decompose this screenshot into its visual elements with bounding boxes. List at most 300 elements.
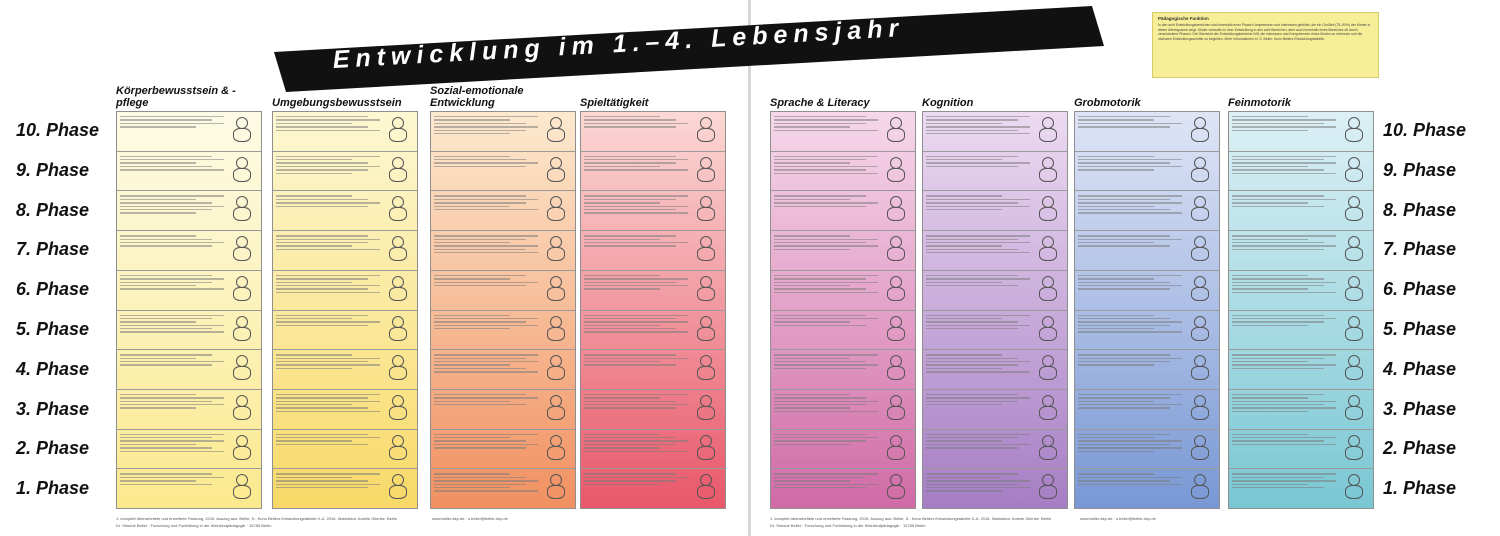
- milestone-line: [120, 358, 196, 359]
- milestone-line: [774, 173, 878, 174]
- milestone-line: [276, 321, 380, 322]
- child-illustration: [542, 313, 572, 348]
- phase-cell: [771, 112, 915, 151]
- phase-label-l-6: 6. Phase: [16, 279, 90, 300]
- child-illustration: [1340, 193, 1370, 228]
- phase-cell: [581, 270, 725, 310]
- milestone-line: [1078, 162, 1170, 163]
- child-illustration: [1034, 273, 1064, 308]
- milestone-line: [276, 288, 368, 289]
- milestone-line: [926, 156, 1018, 157]
- milestone-line: [276, 285, 380, 286]
- milestone-line: [1078, 116, 1170, 117]
- footer-left-credits: 1. komplett überarbeitete und erweiterte Fassung, 2015. Auszug aus: Beller, S.: Kuno Bellers Entwicklungstabelle 0–6, 2016. Illustration: Amelie Glienke, Berlin: [116, 516, 398, 521]
- phase-cell: [1075, 349, 1219, 389]
- phase-cell: [771, 349, 915, 389]
- milestone-line: [926, 116, 1030, 117]
- milestone-line: [926, 354, 1002, 355]
- column-heading: Spieltätigkeit: [580, 97, 649, 109]
- phase-cell: [771, 151, 915, 191]
- milestone-line: [1232, 285, 1324, 286]
- milestone-line: [1232, 162, 1336, 163]
- milestone-text-block: [584, 471, 692, 506]
- child-illustration: [542, 392, 572, 427]
- milestone-line: [434, 202, 526, 203]
- milestone-line: [1078, 440, 1182, 441]
- milestone-line: [584, 162, 676, 163]
- column-heading: Umgebungsbewusstsein: [272, 97, 402, 109]
- milestone-line: [1232, 206, 1324, 207]
- milestone-line: [1232, 315, 1324, 316]
- phase-cell: [431, 468, 575, 508]
- milestone-line: [1078, 318, 1170, 319]
- milestone-line: [434, 487, 510, 488]
- milestone-line: [774, 278, 866, 279]
- milestone-line: [774, 361, 866, 362]
- milestone-line: [120, 126, 196, 127]
- child-illustration: [1186, 313, 1216, 348]
- milestone-text-block: [276, 313, 384, 348]
- milestone-line: [120, 245, 212, 246]
- milestone-line: [434, 159, 526, 160]
- milestone-line: [584, 278, 688, 279]
- milestone-line: [120, 331, 224, 332]
- milestone-line: [926, 159, 1002, 160]
- milestone-line: [774, 487, 866, 488]
- info-box-heading: Pädagogische Funktion: [1158, 16, 1209, 21]
- milestone-line: [276, 159, 352, 160]
- child-illustration: [692, 471, 722, 506]
- milestone-line: [276, 116, 368, 117]
- phase-label-r-8: 8. Phase: [1383, 199, 1457, 220]
- phase-cell: [1229, 230, 1373, 270]
- milestone-line: [434, 401, 510, 402]
- milestone-line: [584, 473, 676, 474]
- milestone-line: [584, 212, 688, 213]
- milestone-line: [120, 361, 224, 362]
- milestone-line: [434, 404, 526, 405]
- milestone-text-block: [926, 471, 1034, 506]
- child-illustration: [384, 233, 414, 268]
- milestone-text-block: [774, 193, 882, 228]
- milestone-line: [120, 206, 224, 207]
- milestone-text-block: [120, 432, 228, 467]
- milestone-line: [926, 130, 1018, 131]
- phase-label-r-5: 5. Phase: [1383, 318, 1457, 339]
- child-illustration: [228, 114, 258, 149]
- child-illustration: [692, 352, 722, 387]
- milestone-text-block: [584, 154, 692, 189]
- milestone-line: [120, 278, 224, 279]
- milestone-line: [584, 275, 660, 276]
- phase-cell: [273, 190, 417, 230]
- milestone-text-block: [1078, 432, 1186, 467]
- phase-label-r-3: 3. Phase: [1383, 398, 1457, 419]
- milestone-text-block: [774, 154, 882, 189]
- milestone-line: [774, 239, 878, 240]
- milestone-line: [1232, 202, 1308, 203]
- milestone-line: [276, 292, 380, 293]
- milestone-line: [276, 480, 368, 481]
- milestone-text-block: [774, 114, 882, 149]
- milestone-text-block: [584, 313, 692, 348]
- phase-cell: [923, 112, 1067, 151]
- milestone-line: [774, 325, 866, 326]
- phase-cell: [771, 310, 915, 350]
- info-box-text: In den acht Entwicklungsbereichen sind innerhalb einer Phase Kompetenzen und Interessen gebildet, die ein Großteil (75–90%) der Kinder in dieser Altersspanne zeigt. Kinder verlaufen in ihrer Entwicklung in den acht Bereichen, aber auch innerhalb eines Bereiches oft durch verschiedene Phasen. Die Übersicht der Entwicklungsbereiche hilft, die Interessen und Kompetenzen eines Kindes zu erkennen und die nächsten Entwicklungsschritte zu begleiten. Mehr Informationen in: S. Beller: Kuno Bellers Entwicklungstabelle.: [1158, 23, 1371, 41]
- milestone-line: [774, 282, 878, 283]
- child-illustration: [542, 233, 572, 268]
- milestone-line: [434, 199, 538, 200]
- phase-cell: [273, 429, 417, 469]
- milestone-line: [926, 490, 1002, 491]
- milestone-line: [926, 447, 1018, 448]
- phase-cell: [1075, 230, 1219, 270]
- phase-cell: [1229, 151, 1373, 191]
- milestone-text-block: [926, 193, 1034, 228]
- milestone-line: [1232, 325, 1308, 326]
- phase-cell: [1229, 468, 1373, 508]
- child-illustration: [542, 432, 572, 467]
- milestone-text-block: [276, 471, 384, 506]
- phase-cell: [431, 429, 575, 469]
- milestone-line: [926, 239, 1018, 240]
- milestone-line: [926, 209, 1002, 210]
- child-illustration: [228, 392, 258, 427]
- phase-label-r-4: 4. Phase: [1383, 358, 1457, 379]
- milestone-line: [1078, 206, 1154, 207]
- milestone-line: [584, 169, 688, 170]
- child-illustration: [228, 273, 258, 308]
- phase-cell: [1075, 389, 1219, 429]
- milestone-line: [1232, 364, 1336, 365]
- milestone-line: [926, 321, 1018, 322]
- milestone-line: [584, 407, 676, 408]
- milestone-line: [1078, 119, 1154, 120]
- milestone-line: [120, 447, 212, 448]
- milestone-line: [774, 358, 850, 359]
- milestone-line: [434, 209, 538, 210]
- milestone-line: [434, 239, 526, 240]
- milestone-line: [1078, 328, 1154, 329]
- phase-cell: [431, 190, 575, 230]
- child-illustration: [1034, 154, 1064, 189]
- milestone-line: [1232, 368, 1324, 369]
- milestone-line: [1078, 321, 1182, 322]
- milestone-line: [1232, 444, 1336, 445]
- milestone-text-block: [120, 392, 228, 427]
- child-illustration: [692, 432, 722, 467]
- milestone-line: [1232, 156, 1336, 157]
- milestone-line: [120, 169, 224, 170]
- milestone-line: [120, 440, 224, 441]
- milestone-line: [926, 487, 1030, 488]
- milestone-line: [120, 199, 196, 200]
- milestone-line: [434, 245, 538, 246]
- milestone-line: [1232, 275, 1308, 276]
- phase-cell: [1229, 112, 1373, 151]
- phase-cell: [431, 151, 575, 191]
- milestone-line: [774, 292, 878, 293]
- milestone-line: [926, 328, 1018, 329]
- child-illustration: [1186, 471, 1216, 506]
- milestone-line: [120, 119, 212, 120]
- phase-cell: [923, 389, 1067, 429]
- phase-cell: [581, 190, 725, 230]
- milestone-line: [434, 473, 510, 474]
- milestone-line: [774, 401, 878, 402]
- milestone-text-block: [1078, 471, 1186, 506]
- milestone-line: [1078, 285, 1182, 286]
- milestone-text-block: [774, 233, 882, 268]
- milestone-line: [926, 371, 1030, 372]
- development-column: [922, 111, 1068, 509]
- milestone-line: [1232, 487, 1324, 488]
- phase-cell: [1075, 151, 1219, 191]
- milestone-text-block: [774, 432, 882, 467]
- milestone-line: [584, 282, 676, 283]
- milestone-line: [434, 444, 538, 445]
- milestone-line: [1232, 318, 1336, 319]
- milestone-line: [120, 364, 212, 365]
- column-heading: Sprache & Literacy: [770, 97, 870, 109]
- milestone-line: [276, 282, 352, 283]
- milestone-line: [1232, 473, 1336, 474]
- milestone-text-block: [584, 432, 692, 467]
- milestone-text-block: [434, 432, 542, 467]
- child-illustration: [882, 432, 912, 467]
- milestone-text-block: [276, 154, 384, 189]
- milestone-line: [774, 195, 866, 196]
- development-column: [430, 111, 576, 509]
- development-column: [770, 111, 916, 509]
- milestone-line: [1078, 358, 1182, 359]
- milestone-line: [120, 123, 224, 124]
- phase-cell: [581, 429, 725, 469]
- milestone-line: [434, 156, 510, 157]
- milestone-text-block: [1078, 273, 1186, 308]
- milestone-line: [1078, 242, 1154, 243]
- milestone-line: [120, 328, 212, 329]
- milestone-line: [1078, 325, 1170, 326]
- milestone-line: [434, 116, 538, 117]
- milestone-line: [584, 397, 660, 398]
- milestone-line: [1078, 477, 1182, 478]
- milestone-line: [926, 133, 1030, 134]
- milestone-text-block: [434, 273, 542, 308]
- milestone-line: [1078, 401, 1154, 402]
- milestone-line: [434, 249, 526, 250]
- milestone-line: [276, 354, 352, 355]
- phase-cell: [273, 349, 417, 389]
- child-illustration: [1340, 432, 1370, 467]
- phase-label-l-5: 5. Phase: [16, 318, 90, 339]
- child-illustration: [1340, 471, 1370, 506]
- milestone-line: [774, 480, 850, 481]
- milestone-line: [434, 278, 510, 279]
- milestone-line: [774, 285, 850, 286]
- milestone-line: [1232, 130, 1308, 131]
- milestone-line: [276, 318, 352, 319]
- milestone-text-block: [120, 352, 228, 387]
- phase-cell: [581, 468, 725, 508]
- milestone-line: [120, 159, 224, 160]
- milestone-line: [1232, 173, 1336, 174]
- milestone-line: [276, 275, 380, 276]
- milestone-line: [1078, 394, 1182, 395]
- milestone-line: [434, 484, 526, 485]
- phase-label-r-6: 6. Phase: [1383, 279, 1457, 300]
- milestone-text-block: [1232, 193, 1340, 228]
- milestone-line: [120, 156, 212, 157]
- milestone-line: [434, 318, 538, 319]
- milestone-line: [926, 434, 1030, 435]
- milestone-text-block: [434, 233, 542, 268]
- milestone-line: [434, 162, 538, 163]
- milestone-line: [120, 239, 212, 240]
- milestone-text-block: [1232, 154, 1340, 189]
- milestone-line: [1232, 411, 1308, 412]
- milestone-line: [926, 252, 1030, 253]
- phase-cell: [581, 230, 725, 270]
- development-column: [1228, 111, 1374, 509]
- milestone-line: [774, 159, 866, 160]
- milestone-line: [1232, 407, 1336, 408]
- milestone-line: [584, 235, 676, 236]
- child-illustration: [1186, 273, 1216, 308]
- milestone-line: [434, 437, 510, 438]
- milestone-text-block: [1078, 233, 1186, 268]
- milestone-line: [584, 477, 688, 478]
- milestone-line: [584, 199, 676, 200]
- footer-left-web: www.beller-kkp.de · s.beller@beller-kkp.de: [432, 516, 508, 521]
- child-illustration: [1186, 352, 1216, 387]
- milestone-line: [926, 275, 1018, 276]
- milestone-line: [434, 447, 526, 448]
- child-illustration: [542, 114, 572, 149]
- phase-cell: [117, 468, 261, 508]
- milestone-line: [276, 169, 368, 170]
- milestone-text-block: [774, 392, 882, 427]
- milestone-line: [1078, 195, 1182, 196]
- milestone-line: [774, 275, 878, 276]
- child-illustration: [228, 154, 258, 189]
- milestone-line: [584, 242, 688, 243]
- milestone-line: [584, 451, 688, 452]
- milestone-line: [120, 285, 196, 286]
- milestone-line: [1078, 397, 1170, 398]
- child-illustration: [1186, 432, 1216, 467]
- milestone-line: [120, 484, 212, 485]
- milestone-line: [584, 209, 676, 210]
- child-illustration: [542, 471, 572, 506]
- milestone-line: [120, 394, 196, 395]
- milestone-line: [1078, 354, 1170, 355]
- milestone-line: [1078, 437, 1154, 438]
- milestone-line: [584, 328, 676, 329]
- milestone-line: [774, 288, 866, 289]
- child-illustration: [882, 313, 912, 348]
- milestone-line: [1232, 477, 1324, 478]
- milestone-line: [1078, 235, 1170, 236]
- milestone-line: [584, 358, 688, 359]
- milestone-line: [774, 130, 878, 131]
- milestone-line: [276, 407, 368, 408]
- milestone-line: [1078, 166, 1182, 167]
- phase-label-r-2: 2. Phase: [1383, 438, 1457, 459]
- phase-cell: [923, 190, 1067, 230]
- milestone-line: [926, 437, 1018, 438]
- milestone-line: [276, 123, 352, 124]
- milestone-line: [1078, 239, 1182, 240]
- phase-cell: [273, 112, 417, 151]
- milestone-line: [774, 354, 878, 355]
- milestone-line: [774, 321, 850, 322]
- milestone-line: [584, 123, 688, 124]
- phase-cell: [923, 429, 1067, 469]
- phase-label-l-4: 4. Phase: [16, 358, 90, 379]
- child-illustration: [692, 313, 722, 348]
- milestone-text-block: [120, 114, 228, 149]
- milestone-line: [434, 166, 526, 167]
- phase-cell: [273, 468, 417, 508]
- child-illustration: [1186, 392, 1216, 427]
- milestone-text-block: [926, 313, 1034, 348]
- child-illustration: [1340, 313, 1370, 348]
- milestone-line: [584, 447, 660, 448]
- milestone-line: [276, 397, 368, 398]
- milestone-line: [1232, 199, 1336, 200]
- milestone-line: [1232, 480, 1336, 481]
- milestone-line: [926, 245, 1002, 246]
- phase-cell: [117, 270, 261, 310]
- milestone-line: [1078, 434, 1170, 435]
- milestone-line: [1232, 434, 1308, 435]
- milestone-text-block: [276, 392, 384, 427]
- milestone-line: [1078, 275, 1182, 276]
- phase-cell: [117, 349, 261, 389]
- child-illustration: [1340, 352, 1370, 387]
- phase-cell: [581, 151, 725, 191]
- milestone-text-block: [1078, 392, 1186, 427]
- milestone-text-block: [584, 273, 692, 308]
- milestone-text-block: [1078, 193, 1186, 228]
- milestone-line: [276, 173, 352, 174]
- milestone-text-block: [120, 193, 228, 228]
- milestone-line: [434, 394, 526, 395]
- milestone-line: [434, 480, 538, 481]
- phase-cell: [273, 151, 417, 191]
- milestone-line: [276, 278, 368, 279]
- milestone-line: [1232, 166, 1308, 167]
- milestone-line: [774, 407, 850, 408]
- child-illustration: [228, 313, 258, 348]
- milestone-line: [1078, 169, 1154, 170]
- milestone-text-block: [434, 313, 542, 348]
- milestone-text-block: [276, 233, 384, 268]
- milestone-line: [1232, 239, 1308, 240]
- milestone-text-block: [926, 273, 1034, 308]
- milestone-text-block: [276, 432, 384, 467]
- milestone-text-block: [1232, 313, 1340, 348]
- child-illustration: [1340, 233, 1370, 268]
- milestone-line: [926, 358, 1018, 359]
- milestone-text-block: [926, 154, 1034, 189]
- milestone-line: [434, 242, 510, 243]
- milestone-line: [276, 202, 380, 203]
- milestone-line: [434, 123, 526, 124]
- milestone-text-block: [1078, 313, 1186, 348]
